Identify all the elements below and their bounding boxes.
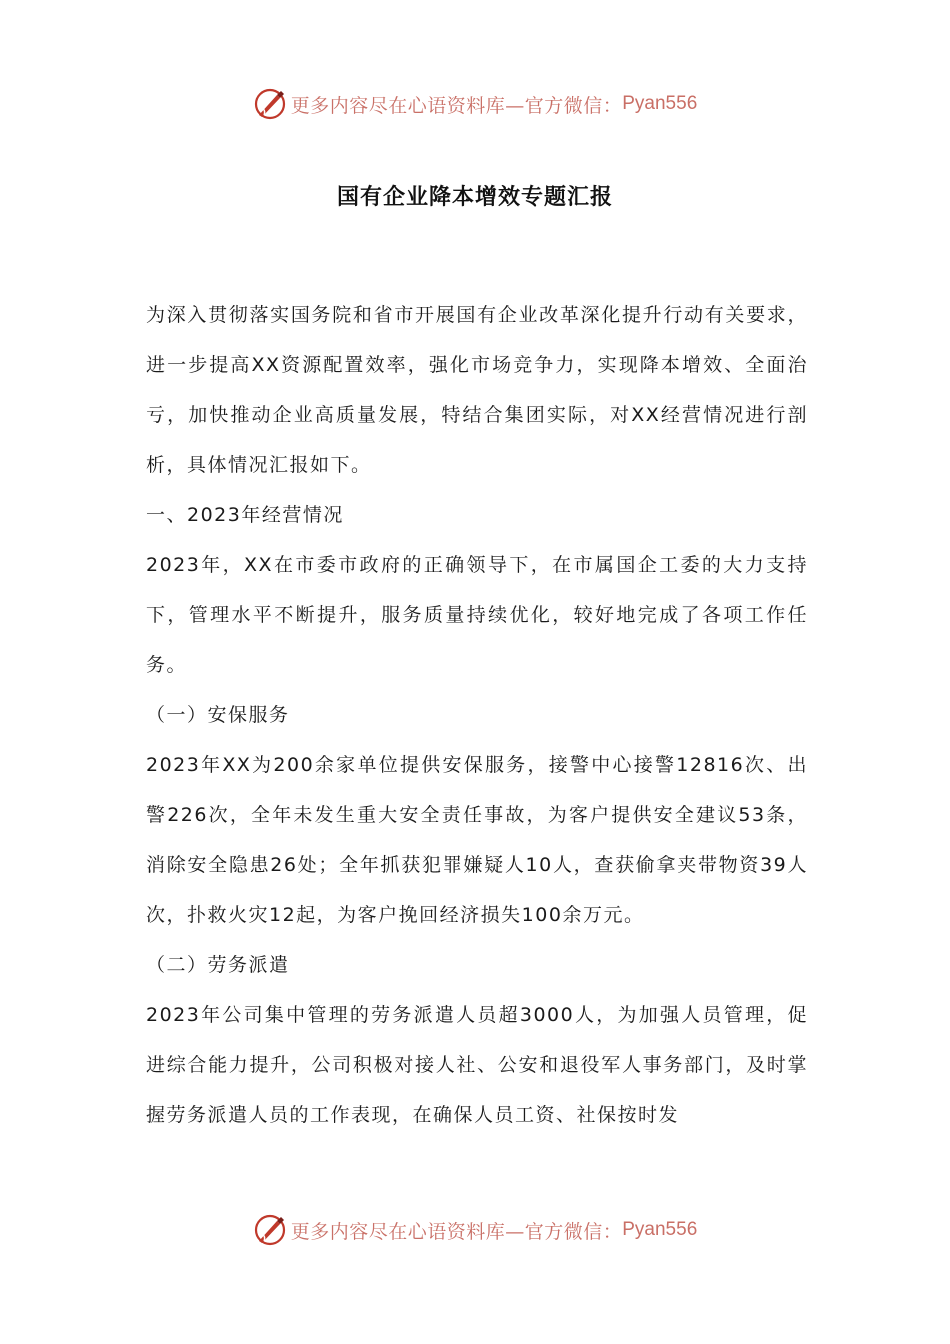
- header-watermark: [0, 82, 950, 126]
- pen-logo-icon: [253, 87, 287, 121]
- paragraph-security-services: 2023年XX为200余家单位提供安保服务，接警中心接警12816次、出警226次，全年未发生重大安全责任事故，为客户提供安全建议53条，消除安全隐患26处；全年抓获犯罪嫌疑人10人，查获偷拿夹带物资39人次，扑救火灾12起，为客户挽回经济损失100余万元。: [146, 754, 808, 926]
- heading-section-1: 一、2023年经营情况: [146, 504, 344, 526]
- paragraph-section-1: 2023年，XX在市委市政府的正确领导下，在市属国企工委的大力支持下，管理水平不断提升，服务质量持续优化，较好地完成了各项工作任务。: [146, 554, 808, 676]
- heading-security-services: （一）安保服务: [146, 704, 290, 726]
- document-title: 国有企业降本增效专题汇报: [336, 184, 613, 210]
- document-body: [146, 290, 808, 1140]
- footer-watermark: [0, 1208, 950, 1252]
- watermark-text: 更多内容尽在心语资料库—官方微信：: [290, 94, 623, 117]
- watermark-wechat-id: Pyan556: [622, 1219, 698, 1240]
- pen-logo-icon: [253, 1213, 287, 1247]
- watermark-wechat-id: Pyan556: [622, 93, 698, 114]
- paragraph-intro: 为深入贯彻落实国务院和省市开展国有企业改革深化提升行动有关要求，进一步提高XX资源配置效率，强化市场竞争力，实现降本增效、全面治亏，加快推动企业高质量发展，特结合集团实际，对XX经营情况进行剖析，具体情况汇报如下。: [146, 304, 808, 476]
- watermark-text: 更多内容尽在心语资料库—官方微信：: [290, 1220, 623, 1243]
- heading-labor-dispatch: （二）劳务派遣: [146, 954, 290, 976]
- paragraph-labor-dispatch: 2023年公司集中管理的劳务派遣人员超3000人，为加强人员管理，促进综合能力提升，公司积极对接人社、公安和退役军人事务部门，及时掌握劳务派遣人员的工作表现，在确保人员工资、社保按时发: [146, 1004, 808, 1126]
